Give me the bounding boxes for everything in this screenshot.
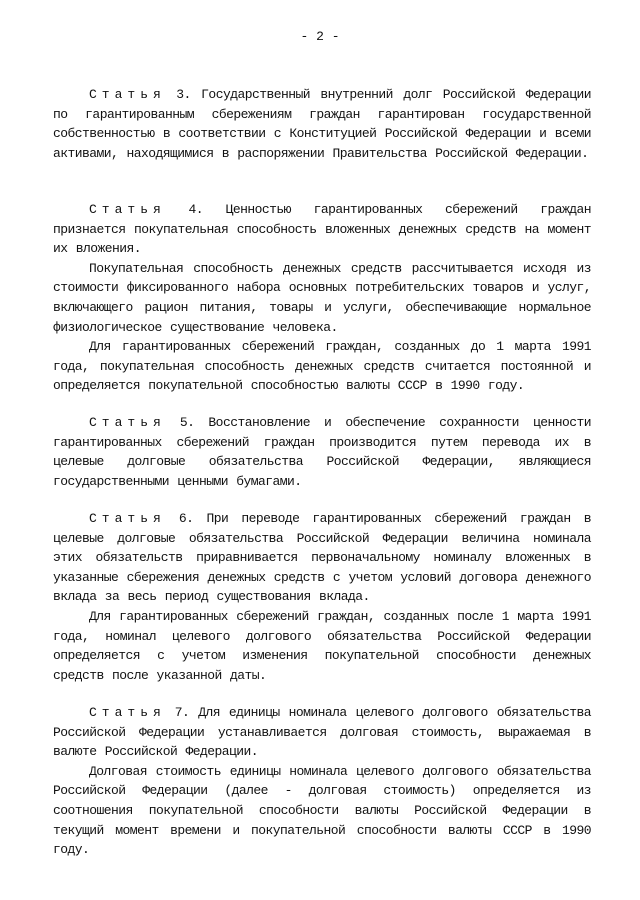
article-7-lead: Статья	[89, 705, 166, 720]
article-3-paragraph-1-text: 3. Государственный внутренний долг Российской Федерации по гарантированным сбережениям граждан гарантирован государственной собственностью в соответствии с Конституцией Российской Федерации и всеми активами, находящимися в распоряжении Правительства Российской Федерации.	[53, 87, 591, 161]
article-6-paragraph-2: Для гарантированных сбережений граждан, созданных после 1 марта 1991 года, номинал целевого долгового обязательства Российской Федерации определяется с учетом изменения покупательной способности денежных средств после указанной даты.	[53, 608, 591, 683]
article-4-paragraph-1	[53, 200, 591, 259]
article-4-paragraph-3: Для гарантированных сбережений граждан, созданных до 1 марта 1991 года, покупательная способность денежных средств считается постоянной и определяется покупательной способностью валюты СССР в 1990 году.	[53, 339, 591, 394]
article-3-paragraph-1	[53, 85, 591, 163]
article-7-paragraph-2: Долговая стоимость единицы номинала целевого долгового обязательства Российской Федерации (далее - долговая стоимость) определяется из соотношения покупательной способности валюты Российской Федерации в текущий момент времени и покупательной способности валюты СССР в 1990 году.	[53, 763, 591, 858]
page-number: - 2 -	[300, 29, 340, 44]
article-4-paragraph-2: Покупательная способность денежных средств рассчитывается исходя из стоимости фиксированного набора основных потребительских товаров и услуг, включающего рацион питания, товары и услуги, обеспечивающие нормальное физиологическое существование человека.	[53, 260, 591, 335]
article-3	[53, 85, 591, 163]
article-6-paragraph-1-text: 6. При переводе гарантированных сбережений граждан в целевые долговые обязательства Российской Федерации величина номинала этих обязательств приравнивается первоначальному номиналу вложенных в указанные сбережения денежных средств с учетом условий договора денежного вклада за весь период существования вклада.	[53, 511, 591, 605]
article-5-lead: Статья	[89, 415, 166, 430]
article-7-paragraph-1	[53, 703, 591, 762]
article-6	[53, 509, 591, 685]
article-6-paragraph-1	[53, 509, 591, 607]
article-4	[53, 200, 591, 396]
article-3-lead: Статья	[89, 87, 166, 102]
article-5	[53, 413, 591, 491]
article-4-paragraph-1-text: 4. Ценностью гарантированных сбережений граждан признается покупательная способность вложенных денежных средств на момент их вложения.	[53, 202, 591, 257]
article-7	[53, 703, 591, 860]
article-5-paragraph-1-text: 5. Восстановление и обеспечение сохранности ценности гарантированных сбережений граждан производится путем перевода их в целевые долговые обязательства Российской Федерации, являющиеся государственными ценными бумагами.	[53, 415, 591, 489]
article-4-lead: Статья	[89, 202, 166, 217]
article-6-lead: Статья	[89, 511, 166, 526]
article-5-paragraph-1	[53, 413, 591, 491]
article-7-paragraph-1-text: 7. Для единицы номинала целевого долгового обязательства Российской Федерации устанавливается долговая стоимость, выражаемая в валюте Российской Федерации.	[53, 705, 591, 760]
